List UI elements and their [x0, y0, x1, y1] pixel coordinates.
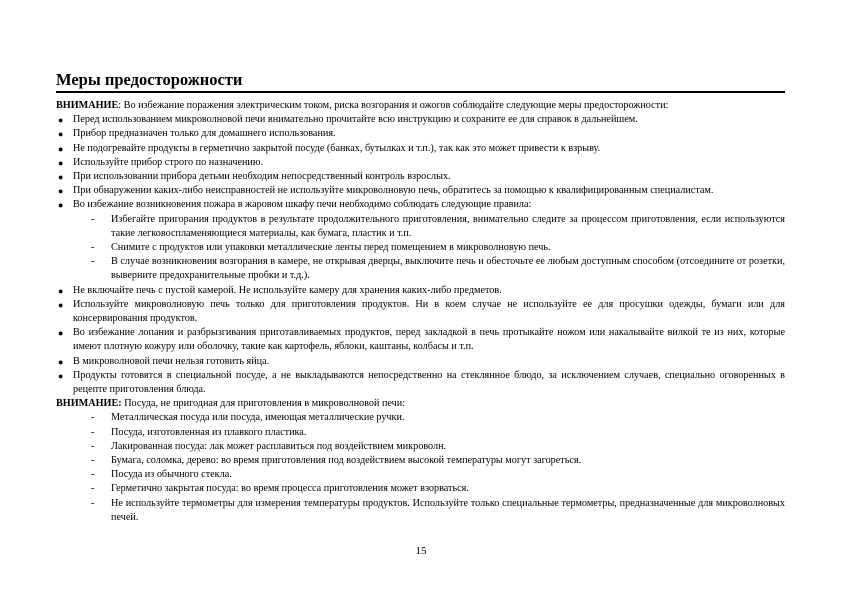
list-item: - Лакированная посуда: лак может расплавиться под воздействием микроволн.	[56, 440, 785, 454]
page-body	[56, 99, 785, 525]
list-item: - Бумага, соломка, дерево: во время приготовления под воздействием высокой температуры могут загореться.	[56, 454, 785, 468]
dash-icon: -	[91, 412, 95, 424]
warning-label: ВНИМАНИЕ	[56, 100, 119, 111]
bullet-list-b	[56, 284, 785, 398]
title-underline	[56, 91, 785, 93]
list-item: ● Не подогревайте продукты в герметично закрытой посуде (банках, бутылках и т.п.), так как это может привести к взрыву.	[56, 142, 785, 156]
page-title: Меры предосторожности	[56, 70, 243, 89]
dash-icon: -	[91, 440, 95, 452]
dash-icon: -	[91, 426, 95, 438]
dash-icon: -	[91, 469, 95, 481]
page-number: 15	[415, 545, 427, 557]
bullet-icon: ●	[58, 328, 64, 339]
list-item: ● Используйте прибор строго по назначению.	[56, 156, 785, 170]
bullet-icon: ●	[58, 143, 64, 154]
unsuitable-cookware-list	[56, 411, 785, 525]
bullet-list-a	[56, 113, 785, 212]
bullet-icon: ●	[58, 200, 64, 211]
list-item: - Посуда, изготовленная из плавкого пластика.	[56, 426, 785, 440]
bullet-icon: ●	[58, 356, 64, 367]
warning-label-2: ВНИМАНИЕ:	[56, 398, 122, 410]
list-item: ● Продукты готовятся в специальной посуде, а не выкладываются непосредственно на стеклянное блюдо, за исключением случаев, специально оговоренных в рецепте приготовления блюда.	[58, 369, 785, 396]
bullet-icon: ●	[58, 115, 64, 126]
bullet-icon: ●	[58, 129, 64, 140]
list-item: ● В микроволновой печи нельзя готовить яйца.	[56, 355, 785, 369]
list-item: - Посуда из обычного стекла.	[56, 468, 785, 482]
dash-icon: -	[91, 242, 95, 254]
list-item: ● Перед использованием микроволновой печи внимательно прочитайте всю инструкцию и сохраните ее для справок в дальнейшем.	[56, 113, 785, 127]
warning-paragraph-2	[56, 397, 785, 411]
list-item: ● Не включайте печь с пустой камерой. Не используйте камеру для хранения каких-либо предметов.	[56, 284, 785, 298]
bullet-icon: ●	[58, 285, 64, 296]
list-item: - Избегайте пригорания продуктов в результате продолжительного приготовления, внимательно следите за процессом приготовления, если используются такие легковоспламеняющиеся материалы, как бумага, пластик и т.п.	[91, 213, 785, 239]
list-item: ● Во избежание лопания и разбрызгивания приготавливаемых продуктов, перед закладкой в печь протыкайте ножом или накалывайте вилкой те из них, которые имеют плотную кожуру или оболочку, такие как картофель, яблоки, каштаны, колбасы и т.п.	[58, 327, 785, 353]
list-item: ● Используйте микроволновую печь только для приготовления продуктов. Ни в коем случае не используйте ее для просушки одежды, бумаги или для консервирования продуктов.	[58, 298, 785, 325]
dash-icon: -	[91, 213, 95, 225]
dash-icon: -	[91, 256, 95, 268]
list-item: - Герметично закрытая посуда: во время процесса приготовления может взорваться.	[56, 482, 785, 496]
list-item: ● Во избежание возникновения пожара в жаровом шкафу печи необходимо соблюдать следующие правила:	[56, 198, 785, 212]
bullet-icon: ●	[58, 157, 64, 168]
warning-text: : Во избежание поражения электрическим током, риска возгорания и ожогов соблюдайте следующие меры предосторожности:	[118, 100, 669, 111]
list-item: - В случае возникновения возгорания в камере, не открывая дверцы, выключите печь и обесточьте ее любым доступным способом (отсоедините от розетки, выверните предохранительные пробки и т.д.).	[91, 256, 785, 282]
list-item: - Металлическая посуда или посуда, имеющая металлические ручки.	[56, 411, 785, 425]
list-item: - Снимите с продуктов или упаковки металлические ленты перед помещением в микроволновую печь.	[56, 241, 785, 255]
list-item: ● Прибор предназначен только для домашнего использования.	[56, 127, 785, 141]
warning-paragraph	[56, 99, 785, 113]
dash-icon: -	[91, 455, 95, 467]
bullet-icon: ●	[58, 299, 64, 310]
bullet-icon: ●	[58, 172, 64, 183]
bullet-icon: ●	[58, 186, 64, 197]
list-item: ● При обнаружении каких-либо неисправностей не используйте микроволновую печь, обратитесь за помощью к квалифицированным специалистам.	[56, 184, 785, 198]
fire-rules-list	[56, 213, 785, 284]
dash-icon: -	[91, 483, 95, 495]
list-item: ● При использовании прибора детьми необходим непосредственный контроль взрослых.	[56, 170, 785, 184]
dash-icon: -	[91, 497, 95, 509]
list-item: - Не используйте термометры для измерения температуры продуктов. Используйте только специальные термометры, предназначенные для микроволновых печей.	[91, 497, 785, 523]
warning-text-2: Посуда, не пригодная для приготовления в микроволновой печи:	[121, 398, 406, 410]
bullet-icon: ●	[58, 370, 64, 381]
